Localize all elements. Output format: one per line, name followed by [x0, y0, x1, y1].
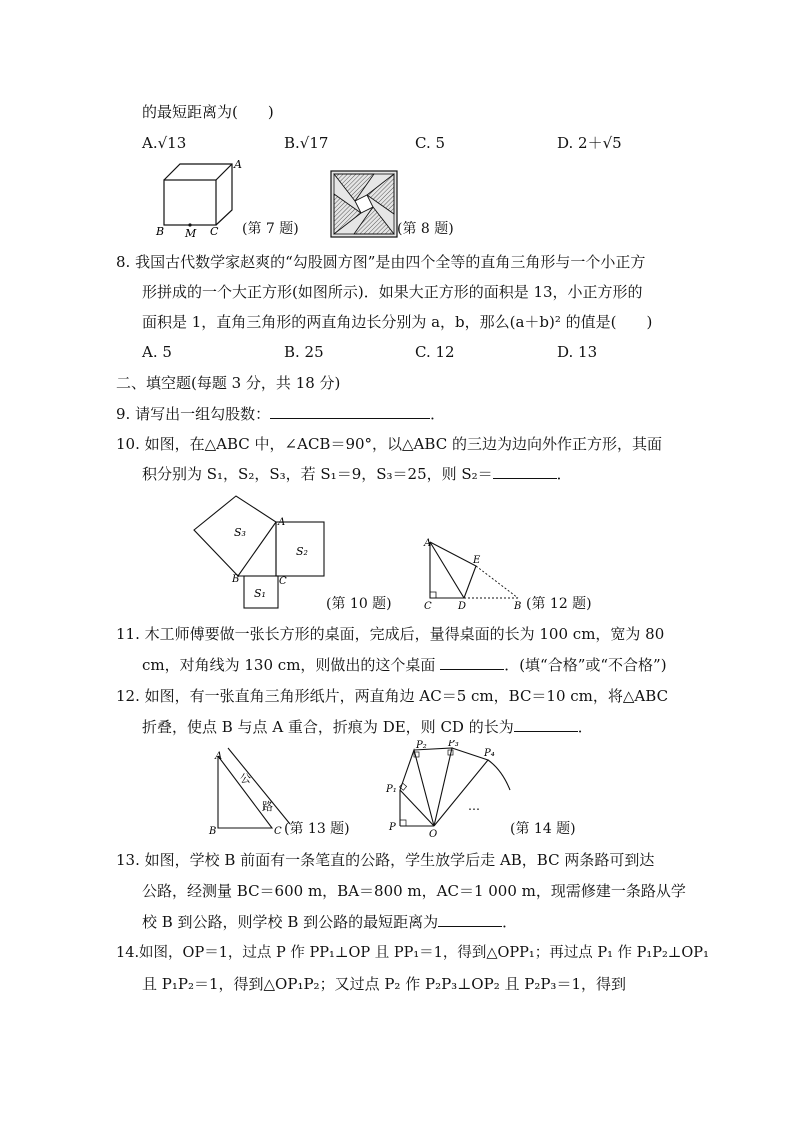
- q8-option-a: A. 5: [142, 343, 172, 361]
- q12-end: ．: [577, 718, 593, 736]
- figure-7-cube: [150, 158, 246, 238]
- q7-option-c: C. 5: [415, 134, 446, 152]
- q9-answer-blank[interactable]: [270, 404, 430, 419]
- q11-line2-a: cm，对角线为 130 cm，则做出的这个桌面: [142, 656, 441, 674]
- figure-10-squares: [190, 492, 330, 612]
- fig12-label-c: C: [424, 601, 432, 612]
- q8-option-c: C. 12: [415, 343, 455, 361]
- q7-stem-tail: 的最短距离为( ): [142, 103, 274, 121]
- fig10-label-a: A: [278, 517, 286, 528]
- q8-line1: 8. 我国古代数学家赵爽的“勾股圆方图”是由四个全等的直角三角形与一个小正方: [116, 253, 646, 271]
- figure-8-square: [330, 170, 398, 238]
- cube-label-a: A: [234, 158, 242, 171]
- fig13-label-a: A: [215, 751, 223, 762]
- q12-line2-text: 折叠，使点 B 与点 A 重合，折痕为 DE，则 CD 的长为: [142, 718, 514, 736]
- q12-line2: [142, 717, 593, 737]
- q11-line1: 11. 木工师傅要做一张长方形的桌面，完成后，量得桌面的长为 100 cm，宽为 80: [116, 625, 665, 643]
- q13-answer-blank[interactable]: [438, 912, 502, 927]
- q12-answer-blank[interactable]: [514, 717, 578, 732]
- cube-label-c: C: [210, 225, 219, 238]
- fig14-label-p3: P₃: [448, 740, 459, 749]
- q8-option-d: D. 13: [557, 343, 598, 361]
- q10-end: ．: [556, 465, 572, 483]
- q7-option-a: A.√13: [142, 134, 187, 152]
- fig14-label-p2: P₂: [416, 740, 427, 751]
- q13-line3: [142, 912, 517, 932]
- section-2-heading: 二、填空题(每题 3 分，共 18 分): [116, 374, 341, 392]
- q9-line: [116, 404, 445, 424]
- q8-caption: (第 8 题): [397, 221, 454, 237]
- q10-answer-blank[interactable]: [493, 464, 557, 479]
- q10-line2: [142, 464, 572, 484]
- q13-end: ．: [502, 913, 518, 931]
- q14-caption: (第 14 题): [510, 821, 576, 837]
- cube-label-b: B: [156, 225, 165, 238]
- fig12-label-a: A: [424, 538, 432, 549]
- fig12-label-b: B: [514, 601, 522, 612]
- fig10-label-b: B: [232, 574, 240, 585]
- q12-line1: 12. 如图，有一张直角三角形纸片，两直角边 AC＝5 cm，BC＝10 cm，将△ABC: [116, 687, 669, 705]
- figure-14-spiral: [380, 740, 520, 840]
- q11-line2: [142, 655, 667, 675]
- q14-line1: 14.如图，OP＝1，过点 P 作 PP₁⊥OP 且 PP₁＝1，得到△OPP₁；再过点 P₁ 作 P₁P₂⊥OP₁: [116, 945, 709, 961]
- fig10-label-c: C: [279, 576, 287, 587]
- fig10-label-s2: S₂: [296, 545, 308, 558]
- fig13-label-road-1: 公: [240, 772, 251, 785]
- fig10-label-s3: S₃: [234, 526, 246, 539]
- q13-line3-text: 校 B 到公路，则学校 B 到公路的最短距离为: [142, 913, 439, 931]
- fig13-label-c: C: [274, 826, 282, 836]
- q7-option-d: D. 2＋√5: [557, 134, 622, 152]
- q7-option-b: B.√17: [284, 134, 329, 152]
- figure-13-road: [206, 746, 296, 836]
- q7-caption: (第 7 题): [242, 221, 299, 237]
- fig14-dots: …: [468, 799, 480, 813]
- q10-line1: 10. 如图，在△ABC 中，∠ACB＝90°，以△ABC 的三边为边向外作正方形，其面: [116, 435, 662, 453]
- figure-12-fold: [420, 536, 532, 612]
- fig14-label-p1: P₁: [386, 784, 397, 795]
- fig14-label-p4: P₄: [484, 748, 495, 759]
- q11-line2-b: ．(填“合格”或“不合格”): [504, 656, 667, 674]
- q13-line2: 公路，经测量 BC＝600 m，BA＝800 m，AC＝1 000 m，现需修建一条路从学: [142, 882, 686, 900]
- q13-line1: 13. 如图，学校 B 前面有一条笔直的公路，学生放学后走 AB，BC 两条路可到达: [116, 851, 655, 869]
- fig12-label-d: D: [458, 601, 467, 612]
- q9-text: 9. 请写出一组勾股数：: [116, 405, 271, 423]
- q8-line2: 形拼成的一个大正方形(如图所示)．如果大正方形的面积是 13，小正方形的: [142, 283, 643, 301]
- fig10-label-s1: S₁: [254, 587, 266, 600]
- q13-caption: (第 13 题): [284, 821, 350, 837]
- fig13-label-road-2: 路: [262, 800, 273, 813]
- q14-line2: 且 P₁P₂＝1，得到△OP₁P₂；又过点 P₂ 作 P₂P₃⊥OP₂ 且 P₂P₃＝1，得到: [142, 975, 626, 993]
- fig12-label-e: E: [473, 555, 481, 566]
- fig14-label-o: O: [429, 829, 438, 840]
- q10-line2-text: 积分别为 S₁，S₂，S₃，若 S₁＝9，S₃＝25，则 S₂＝: [142, 465, 493, 483]
- q11-answer-blank[interactable]: [440, 655, 504, 670]
- q8-line3: 面积是 1，直角三角形的两直角边长分别为 a，b，那么(a＋b)² 的值是( ): [142, 313, 653, 331]
- fig13-label-b: B: [209, 826, 217, 836]
- q10-caption: (第 10 题): [326, 596, 392, 612]
- q12-caption: (第 12 题): [526, 596, 592, 612]
- q8-option-b: B. 25: [284, 343, 324, 361]
- fig14-label-p: P: [389, 822, 396, 833]
- q9-end: ．: [430, 405, 446, 423]
- cube-label-m: M: [185, 227, 197, 238]
